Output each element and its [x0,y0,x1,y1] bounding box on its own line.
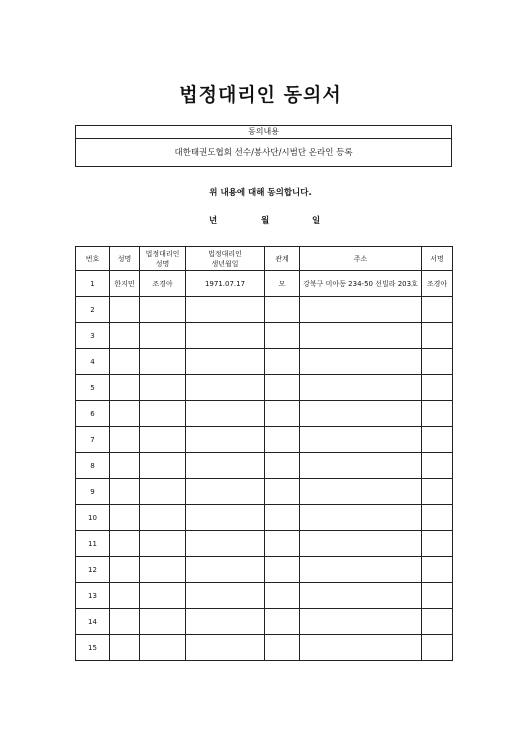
student-name-cell [110,401,140,427]
student-name-cell [110,323,140,349]
relation-cell [265,323,300,349]
address-cell [300,609,422,635]
guardian-birthdate-cell [186,323,265,349]
guardian-birthdate-cell [186,609,265,635]
guardian-birthdate-cell [186,375,265,401]
guardian-name-cell [140,479,186,505]
row-number-cell: 15 [76,635,110,661]
guardian-name-cell [140,557,186,583]
signature-cell [422,609,453,635]
signature-cell [422,297,453,323]
relation-cell [265,453,300,479]
address-cell [300,557,422,583]
relation-cell [265,583,300,609]
table-row [76,271,453,297]
signature-cell [422,635,453,661]
address-cell [300,635,422,661]
table-row [76,375,453,401]
student-name-cell [110,635,140,661]
guardian-birthdate-cell [186,479,265,505]
table-row [76,531,453,557]
col-relation-header: 관계 [265,247,300,271]
address-cell [300,427,422,453]
guardian-name-cell: 조경아 [140,271,186,297]
relation-cell [265,479,300,505]
signature-cell [422,453,453,479]
signature-cell [422,375,453,401]
col-address-header: 주소 [300,247,422,271]
guardian-birthdate-cell [186,635,265,661]
row-number-cell: 14 [76,609,110,635]
row-number-cell: 12 [76,557,110,583]
relation-cell [265,375,300,401]
signature-cell [422,531,453,557]
guardian-name-cell [140,453,186,479]
row-number-cell: 4 [76,349,110,375]
student-name-cell [110,557,140,583]
relation-cell: 모 [265,271,300,297]
address-cell [300,453,422,479]
date-year-label: 년 [209,216,218,226]
row-number-cell: 5 [76,375,110,401]
consent-header: 동의내용 [76,126,451,139]
guardian-birthdate-cell [186,349,265,375]
row-number-cell: 7 [76,427,110,453]
signature-cell [422,479,453,505]
col-guardian-name-header: 법정대리인 성명 [140,247,186,271]
relation-cell [265,635,300,661]
student-name-cell: 한지민 [110,271,140,297]
signature-cell [422,557,453,583]
signature-cell [422,427,453,453]
relation-cell [265,609,300,635]
student-name-cell [110,297,140,323]
student-name-cell [110,583,140,609]
row-number-cell: 1 [76,271,110,297]
relation-cell [265,505,300,531]
table-row [76,479,453,505]
agreement-statement: 위 내용에 대해 동의합니다. [209,188,312,198]
guardian-name-cell [140,583,186,609]
guardian-name-cell [140,635,186,661]
row-number-cell: 9 [76,479,110,505]
guardian-birthdate-cell [186,401,265,427]
table-row [76,349,453,375]
consent-box [75,125,452,167]
table-body [76,271,453,661]
row-number-cell: 3 [76,323,110,349]
address-cell [300,531,422,557]
row-number-cell: 6 [76,401,110,427]
student-name-cell [110,531,140,557]
student-name-cell [110,349,140,375]
address-cell [300,323,422,349]
guardian-birthdate-cell [186,557,265,583]
guardian-birthdate-cell: 1971.07.17 [186,271,265,297]
student-name-cell [110,453,140,479]
guardian-name-cell [140,609,186,635]
row-number-cell: 13 [76,583,110,609]
address-cell [300,297,422,323]
table-row [76,453,453,479]
address-cell [300,375,422,401]
row-number-cell: 11 [76,531,110,557]
table-row [76,635,453,661]
address-cell [300,401,422,427]
guardian-name-cell [140,375,186,401]
col-signature-header: 서명 [422,247,453,271]
relation-cell [265,401,300,427]
signature-cell [422,349,453,375]
document-title: 법정대리인 동의서 [179,84,342,106]
student-name-cell [110,427,140,453]
signature-cell [422,401,453,427]
address-cell [300,505,422,531]
guardian-birthdate-cell [186,427,265,453]
signature-cell [422,505,453,531]
table-row [76,583,453,609]
consent-content: 대한태권도협회 선수/봉사단/시범단 온라인 등록 [174,148,353,158]
col-name-header: 성명 [110,247,140,271]
student-name-cell [110,609,140,635]
guardian-birthdate-cell [186,297,265,323]
student-name-cell [110,505,140,531]
student-name-cell [110,479,140,505]
guardian-birthdate-cell [186,583,265,609]
guardian-consent-table [75,246,453,661]
table-row [76,401,453,427]
guardian-name-cell [140,531,186,557]
relation-cell [265,427,300,453]
guardian-name-cell [140,297,186,323]
table-row [76,505,453,531]
date-month-label: 월 [261,216,270,226]
relation-cell [265,297,300,323]
guardian-name-cell [140,401,186,427]
signature-cell [422,323,453,349]
table-row [76,427,453,453]
address-cell [300,583,422,609]
guardian-birthdate-cell [186,531,265,557]
table-row [76,557,453,583]
col-guardian-birth-header: 법정대리인 생년월일 [186,247,265,271]
signature-cell [422,583,453,609]
row-number-cell: 2 [76,297,110,323]
guardian-birthdate-cell [186,453,265,479]
student-name-cell [110,375,140,401]
guardian-birthdate-cell [186,505,265,531]
table-row [76,609,453,635]
col-no-header: 번호 [76,247,110,271]
guardian-name-cell [140,349,186,375]
guardian-name-cell [140,427,186,453]
guardian-name-cell [140,505,186,531]
relation-cell [265,557,300,583]
row-number-cell: 8 [76,453,110,479]
signature-cell: 조경아 [422,271,453,297]
date-day-label: 일 [312,216,321,226]
guardian-name-cell [140,323,186,349]
row-number-cell: 10 [76,505,110,531]
relation-cell [265,531,300,557]
table-header-row [76,247,453,271]
table-row [76,297,453,323]
address-cell [300,479,422,505]
table-row [76,323,453,349]
address-cell: 강북구 미아동 234-50 선빌라 203호 [300,271,422,297]
address-cell [300,349,422,375]
relation-cell [265,349,300,375]
